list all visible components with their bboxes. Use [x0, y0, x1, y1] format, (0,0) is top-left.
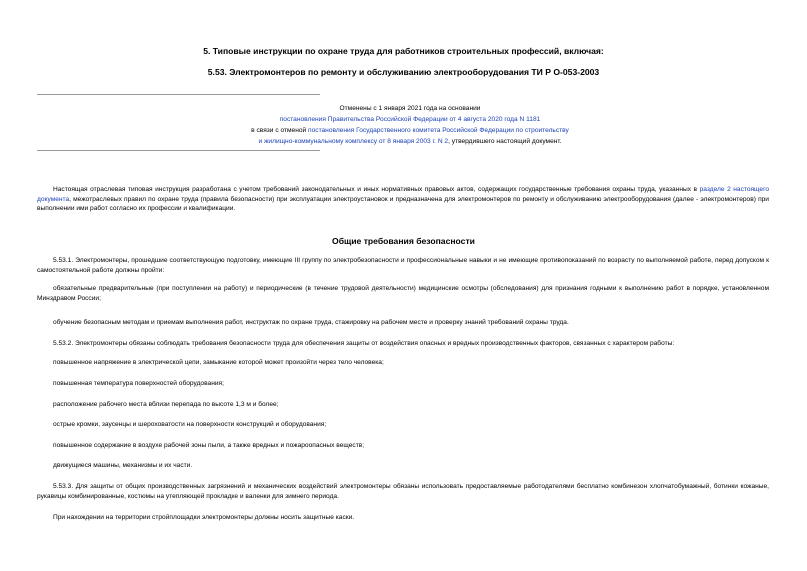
paragraph-helmets: При нахождении на территории стройплощадки электромонтеры должны носить защитные каски.	[53, 514, 355, 521]
paragraph-medical-exams: обязательные предварительные (при поступлении на работу) и периодические (в течение трудовой деятельности) медицинские осмотры (обследования) для признания годными к выполнению работ в порядке, установленном Минздравом России;	[37, 285, 769, 302]
list-item-sharp-edges: острые кромки, заусенцы и шероховатости на поверхности конструкций и оборудования;	[53, 421, 327, 428]
intro-paragraph	[37, 185, 769, 214]
paragraph-5-53-3: 5.53.3. Для защиты от общих производственных загрязнений и механических воздействий электромонтеры обязаны использовать предоставляемые работодателями бесплатно комбинезон хлопчатобумажный, ботинки кожаные, рукавицы комбинированные, костюмы на утепляющей прокладке и валенки для зимнего периода.	[37, 483, 769, 500]
paragraph-5-53-2: 5.53.2. Электромонтеры обязаны соблюдать требования безопасности труда для обеспечения защиты от воздействия опасных и вредных производственных факторов, связанных с характером работы:	[53, 340, 675, 347]
notice-link-government-decree[interactable]: постановления Правительства Российской Федерации от 4 августа 2020 года N 1181	[279, 116, 541, 123]
notice-bottom-divider	[37, 150, 320, 151]
intro-text-before: Настоящая отраслевая типовая инструкция разработана с учетом требований законодательных и иных нормативных правовых актов, содержащих государственные требования охраны труда, указанных в	[53, 186, 700, 193]
intro-text-after: , межотраслевых правил по охране труда (правила безопасности) при эксплуатации электроустановок и предназначена для электромонтеров по ремонту и обслуживанию электрооборудования (далее - электромонтеров) при выполнении ими работ согласно их профессии и квалификации.	[37, 195, 769, 213]
list-item-voltage: повышенное напряжение в электрической цепи, замыкание которой может произойти через тело человека;	[53, 359, 384, 366]
paragraph-training: обучение безопасным методам и приемам выполнения работ, инструктаж по охране труда, стажировку на рабочем месте и проверку знаний требований охраны труда.	[53, 319, 569, 326]
list-item-temperature: повышенная температура поверхностей оборудования;	[53, 380, 224, 387]
notice-top-divider	[37, 94, 320, 95]
cancellation-notice	[180, 103, 640, 147]
list-item-dust: повышенное содержание в воздухе рабочей зоны пыли, а также вредных и пожароопасных веществ;	[53, 442, 365, 449]
notice-line-3-prefix: в связи с отменой	[251, 127, 309, 134]
paragraph-5-53-1: 5.53.1. Электромонтеры, прошедшие соответствующую подготовку, имеющие III группу по электробезопасности и профессиональные навыки и не имеющие противопоказаний по возрасту по выполняемой работе, перед допуском к самостоятельной работе должны пройти:	[37, 257, 769, 274]
notice-line-1: Отменены с 1 января 2021 года на основании	[339, 105, 481, 112]
section-heading: Общие требования безопасности	[332, 236, 475, 246]
document-title: 5. Типовые инструкции по охране труда для работников строительных профессий, включая:	[203, 46, 604, 56]
intro-link-section-2[interactable]: разделе 2 настоящего документа	[37, 186, 770, 203]
list-item-height: расположение рабочего места вблизи перепада по высоте 1,3 м и более;	[53, 401, 279, 408]
document-subtitle: 5.53. Электромонтеров по ремонту и обслуживанию электрооборудования ТИ Р О-053-2003	[207, 67, 600, 77]
list-item-moving-machines: движущиеся машины, механизмы и их части.	[53, 462, 193, 469]
notice-link-gosstroy-decree-part1[interactable]: постановления Государственного комитета Российской Федерации по строительству	[308, 127, 569, 134]
notice-line-4-suffix: , утвердившего настоящий документ.	[448, 138, 562, 145]
notice-link-gosstroy-decree-part2[interactable]: и жилищно-коммунальному комплексу от 8 января 2003 г. N 2	[258, 138, 449, 145]
